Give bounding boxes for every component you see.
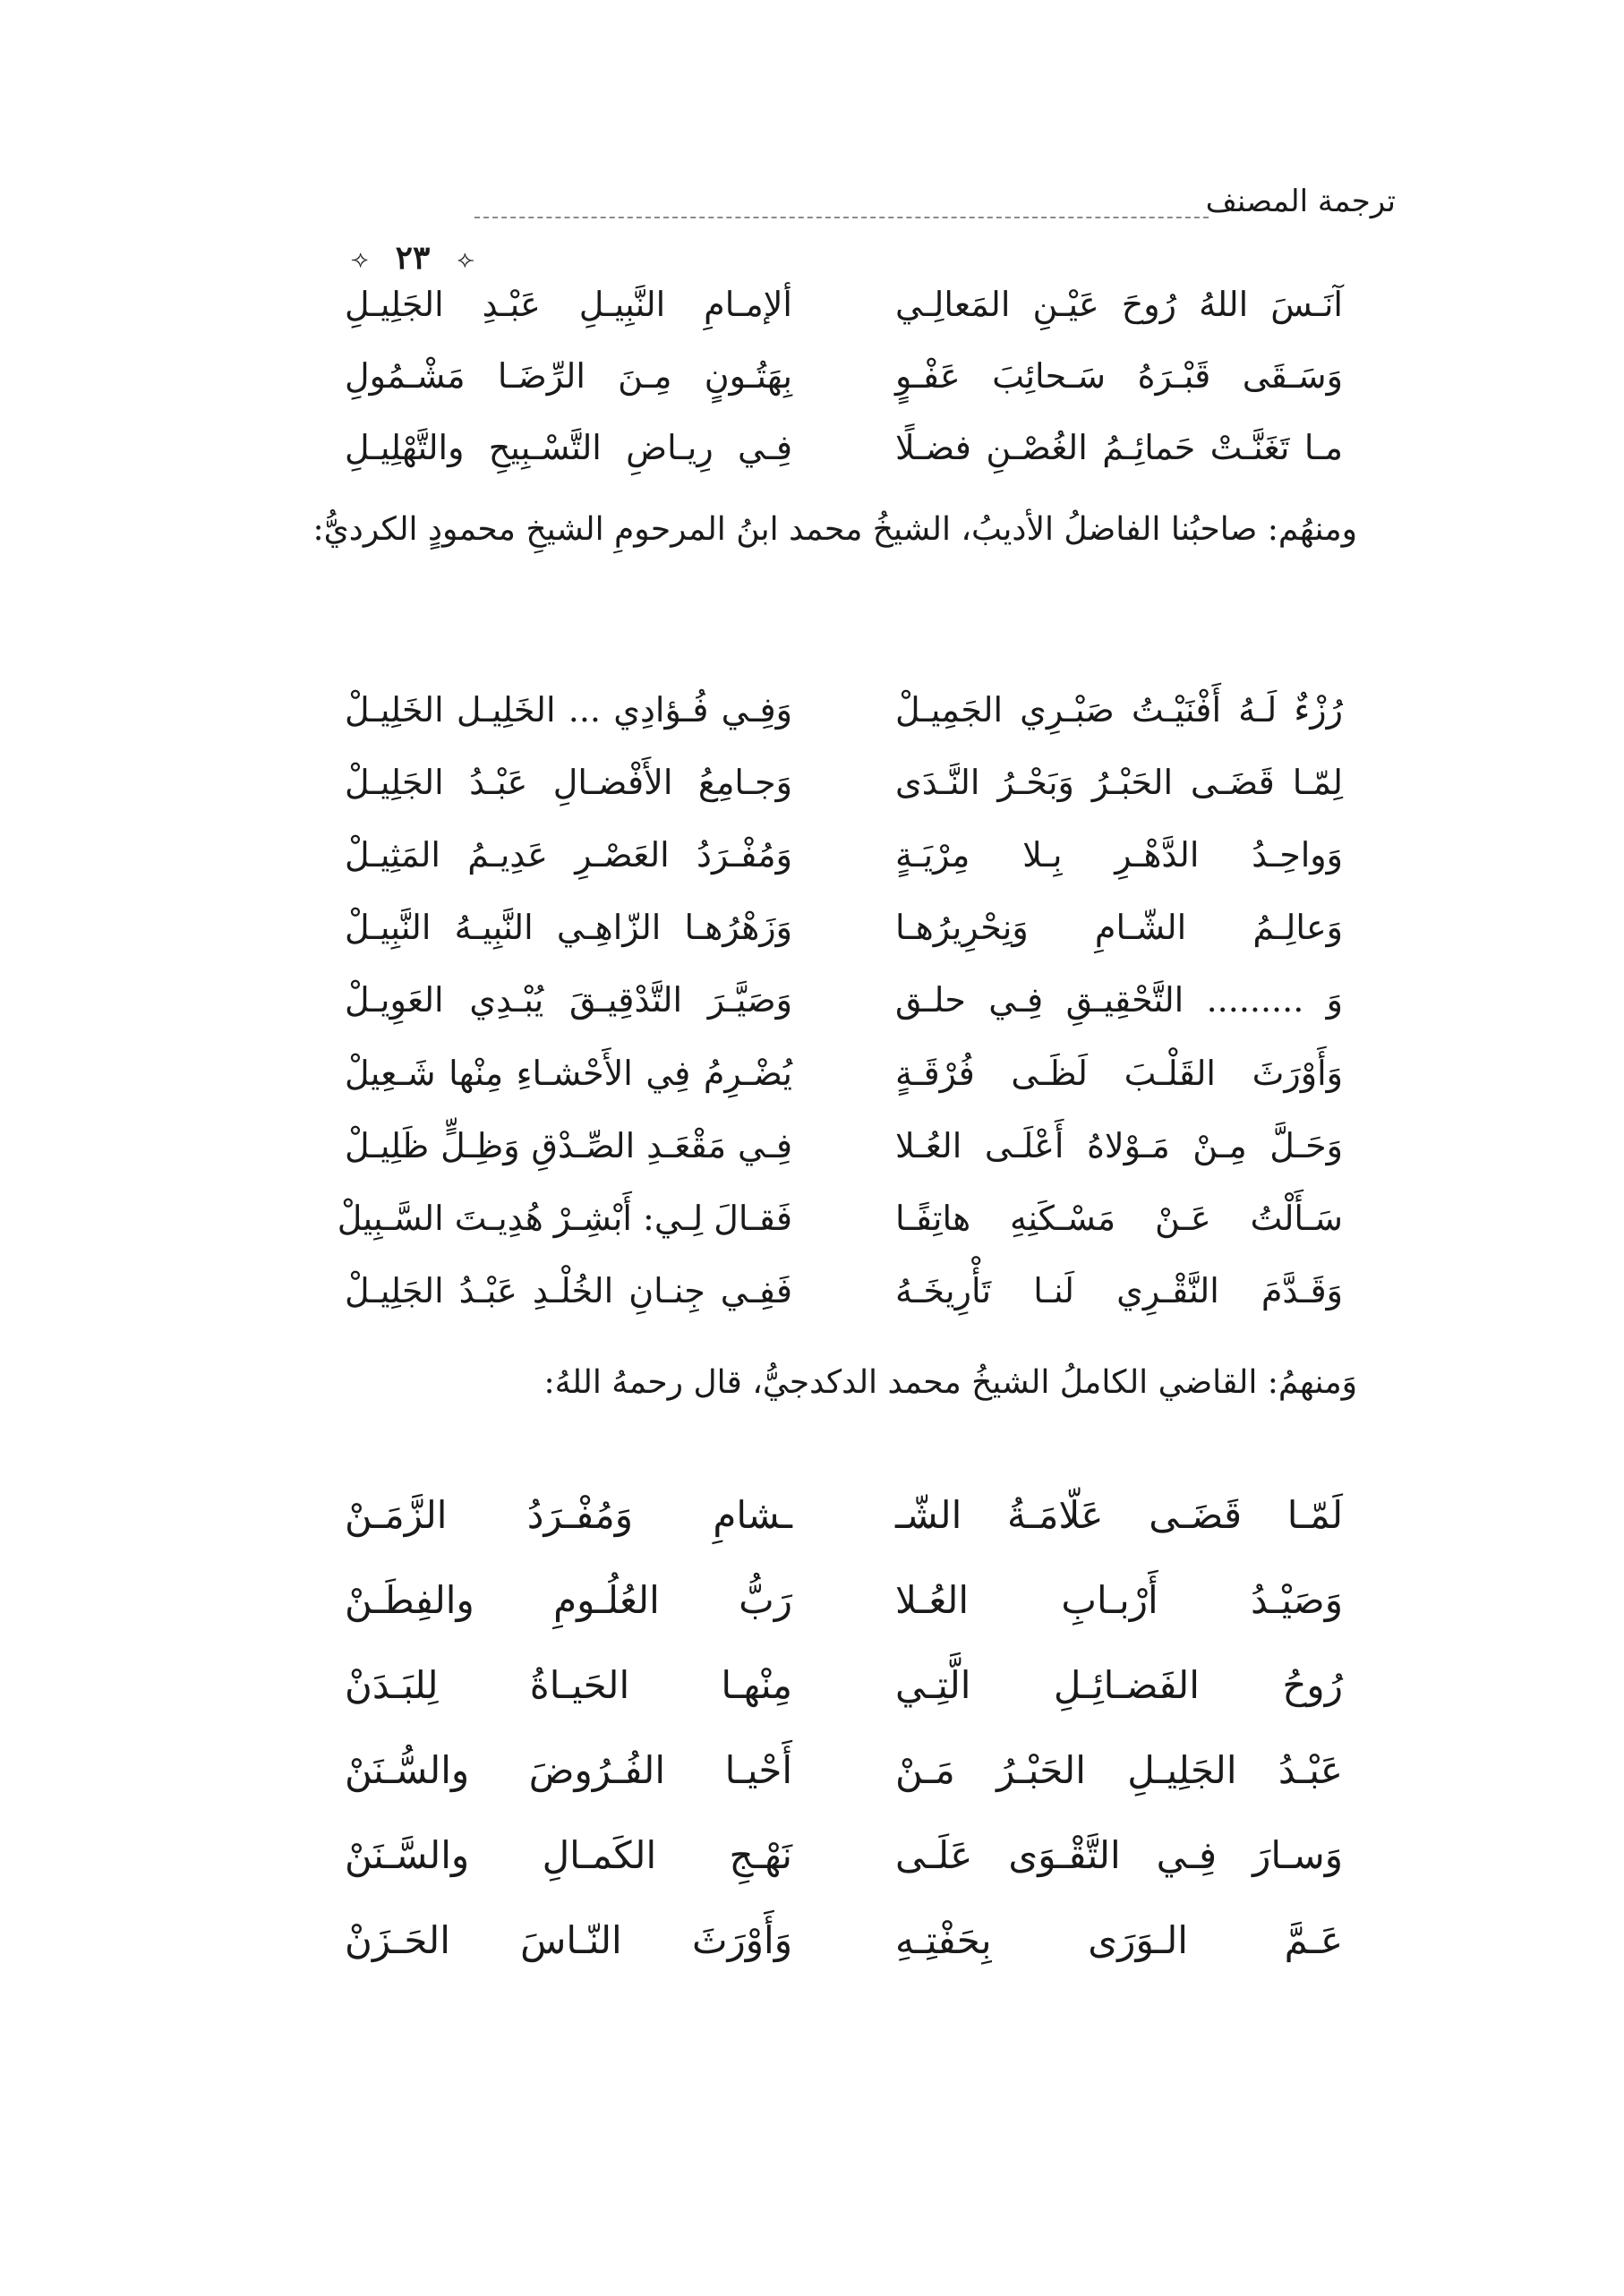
hemistich-left: وَأَوْرَثَ النّـاسَ الحَـزَنْ bbox=[345, 1918, 792, 1962]
running-title: ترجمة المصنف bbox=[1205, 184, 1396, 219]
couplet bbox=[345, 964, 1343, 1037]
hemistich-right: آنَـسَ اللهُ رُوحَ عَيْـنِ المَعالِـي bbox=[895, 285, 1343, 324]
hemistich-right: وَحَـلَّ مِـنْ مَـوْلاهُ أَعْلَـى العُـلا bbox=[895, 1125, 1343, 1165]
couplet bbox=[345, 673, 1343, 746]
hemistich-left: وَفِـي فُـؤادِي ... الخَلِيـل الخَلِيـلْ bbox=[345, 689, 792, 730]
couplet bbox=[345, 746, 1343, 818]
hemistich-left: ألإمـامِ النَّبِيـلِ عَبْـدِ الجَلِيـلِ bbox=[345, 285, 792, 324]
intro-paragraph-2: ومنهُم: صاحبُنا الفاضلُ الأديبُ، الشيخُ محمد ابنُ المرحومِ الشيخِ محمودٍ الكرديُّ: bbox=[312, 511, 1357, 548]
hemistich-left: أَحْيـا الفُـرُوضَ والسُّـنَنْ bbox=[345, 1748, 792, 1792]
couplet bbox=[345, 1472, 1343, 1558]
couplet bbox=[345, 269, 1343, 340]
intro-paragraph-3: وَمنهمُ: القاضي الكاملُ الشيخُ محمد الدكدجيُّ، قال رحمهُ اللهُ: bbox=[543, 1364, 1357, 1401]
hemistich-right: وَسَـقَى قَبْـرَهُ سَـحائِبَ عَفْـوٍ bbox=[895, 356, 1343, 396]
hemistich-right: لَمّـا قَضَـى عَلّامَـةُ الشّـ bbox=[895, 1493, 1343, 1537]
ornament-left-icon: ⟢ bbox=[351, 246, 369, 273]
hemistich-right: وَواحِـدُ الدَّهْـرِ بِـلا مِرْيَـةٍ bbox=[895, 834, 1343, 875]
hemistich-left: ـشامِ وَمُفْـرَدُ الزَّمَـنْ bbox=[345, 1493, 792, 1537]
hemistich-left: فِـي رِيـاضِ التَّسْـبِيحِ والتَّهْلِيـلِ bbox=[345, 428, 792, 467]
couplet bbox=[345, 1643, 1343, 1728]
hemistich-left: وَزَهْرُهـا الزّاهِـي النَّبِيـهُ النَّبِيـلْ bbox=[345, 908, 792, 948]
header-rule bbox=[474, 217, 1209, 218]
couplet bbox=[345, 892, 1343, 964]
couplet bbox=[345, 340, 1343, 412]
poem-2 bbox=[337, 673, 1343, 1327]
hemistich-left: نَهْـجِ الكَمـالِ والسَّـنَنْ bbox=[345, 1833, 792, 1877]
hemistich-left: فِـي مَقْعَـدِ الصِّـدْقِ وَظِـلٍّ ظَلِيـلْ bbox=[345, 1125, 792, 1165]
ornament-right-icon: ⟣ bbox=[457, 246, 474, 273]
couplet bbox=[345, 1255, 1343, 1327]
hemistich-left: وَجـامِعُ الأَفْضـالِ عَبْـدُ الجَلِيـلْ bbox=[345, 762, 792, 802]
hemistich-left: وَمُفْـرَدُ العَصْـرِ عَدِيـمُ المَثِيـلْ bbox=[345, 834, 792, 875]
hemistich-left: مِنْهـا الحَيـاةُ لِلبَـدَنْ bbox=[345, 1663, 792, 1707]
couplet bbox=[345, 1898, 1343, 1983]
hemistich-left: بِهَتُـونٍ مِـنَ الرِّضَـا مَشْـمُولِ bbox=[345, 356, 792, 396]
hemistich-left: يُضْـرِمُ فِي الأَحْشـاءِ مِنْها شَـعِيلْ bbox=[345, 1053, 792, 1093]
couplet bbox=[337, 1182, 1343, 1254]
page-number: ٢٣ bbox=[395, 239, 431, 277]
hemistich-right: لِمّـا قَضَـى الحَبْـرُ وَبَحْـرُ النَّـدَى bbox=[895, 762, 1343, 802]
hemistich-right: وَأَوْرَثَ القَلْـبَ لَظَـى فُرْقَـةٍ bbox=[895, 1053, 1343, 1093]
poem-1 bbox=[345, 269, 1343, 483]
hemistich-right: مـا تَغَنَّـتْ حَمائِـمُ الغُصْـنِ فضـلًا bbox=[895, 428, 1343, 467]
hemistich-right: عَبْـدُ الجَلِيـلِ الحَبْـرُ مَـنْ bbox=[895, 1748, 1343, 1792]
couplet bbox=[345, 1037, 1343, 1109]
couplet bbox=[345, 1813, 1343, 1898]
hemistich-left: فَفِـي جِنـانِ الخُلْـدِ عَبْـدُ الجَلِيـلْ bbox=[345, 1271, 792, 1311]
hemistich-left: رَبُّ العُلُـومِ والفِطَـنْ bbox=[345, 1578, 792, 1622]
hemistich-left: فَقـالَ لِـي: أَبْشِـرْ هُدِيـتَ السَّـبِيلْ bbox=[337, 1198, 792, 1238]
hemistich-right: وَعالِـمُ الشّـامِ وَنِحْرِيرُهـا bbox=[895, 908, 1343, 948]
hemistich-right: سَـأَلْتُ عَـنْ مَسْـكَنِهِ هاتِفًـا bbox=[895, 1198, 1343, 1238]
poem-3 bbox=[345, 1472, 1343, 1983]
couplet bbox=[345, 1558, 1343, 1643]
hemistich-right: وَقَـدَّمَ النَّقْـرِي لَنـا تَأْرِيخَـهُ bbox=[895, 1271, 1343, 1311]
hemistich-right: وَ ......... التَّحْقِيـقِ فِـي حلـق bbox=[895, 980, 1343, 1020]
hemistich-left: وَصَيَّـرَ التَّدْقِيـقَ يُبْـدِي العَوِيـلْ bbox=[345, 980, 792, 1020]
hemistich-right: رُزْءٌ لَـهُ أَفْنَيْـتُ صَبْـرِي الجَمِيـلْ bbox=[895, 689, 1343, 730]
couplet bbox=[345, 412, 1343, 483]
hemistich-right: رُوحُ الفَضـائِـلِ الَّتِـي bbox=[895, 1663, 1343, 1707]
couplet bbox=[345, 1728, 1343, 1813]
hemistich-right: عَـمَّ الـوَرَى بِحَفْتِـهِ bbox=[895, 1918, 1343, 1962]
hemistich-right: وَسـارَ فِـي التَّقْـوَى عَلَـى bbox=[895, 1833, 1343, 1877]
hemistich-right: وَصَيْـدُ أَرْبـابِ العُـلا bbox=[895, 1578, 1343, 1622]
couplet bbox=[345, 1109, 1343, 1182]
couplet bbox=[345, 818, 1343, 891]
